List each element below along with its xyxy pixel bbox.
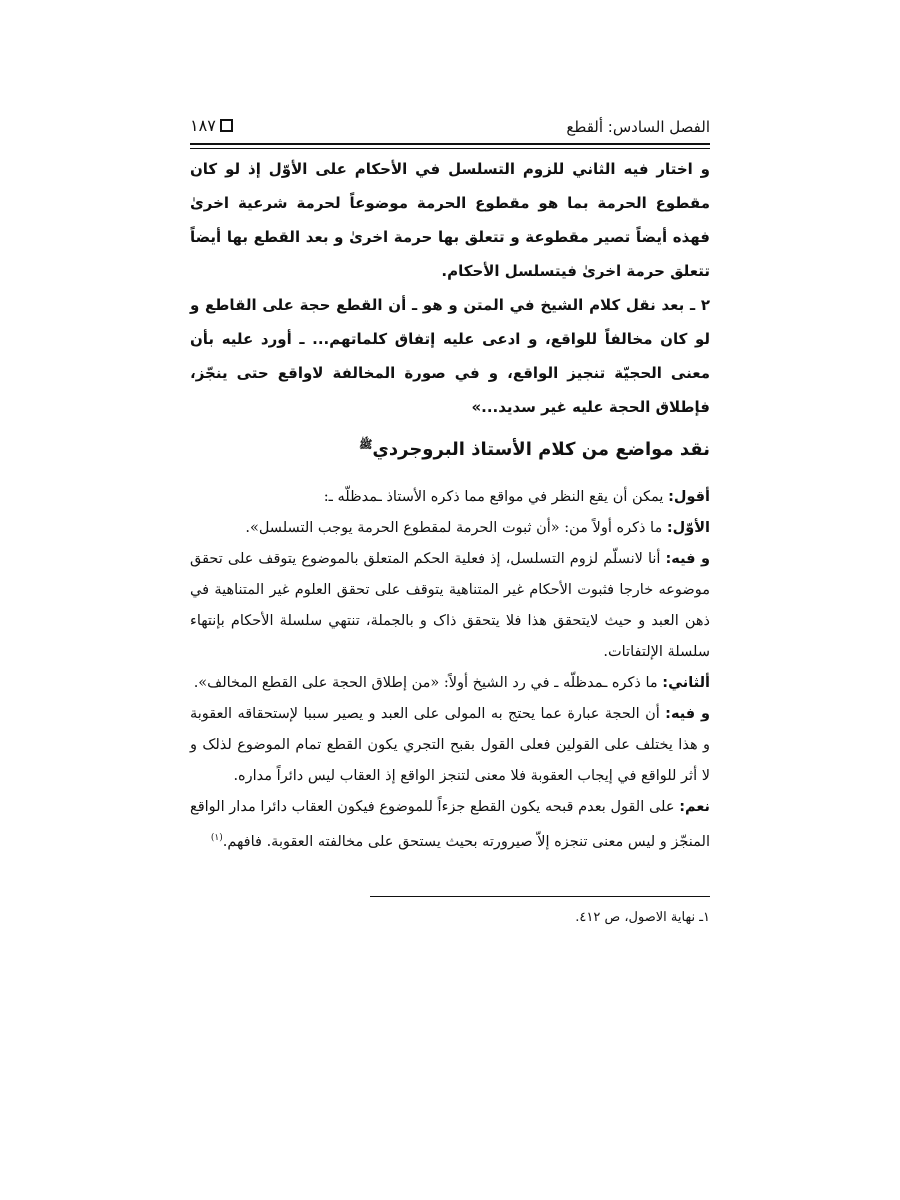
footnote-rule bbox=[370, 896, 710, 897]
text-aqul: يمكن أن يقع النظر في مواقع مما ذكره الأستاذ ـمدظلّه ـ: bbox=[323, 489, 669, 505]
section-two bbox=[190, 482, 710, 858]
text-fihi-one: أنا لانسلّم لزوم التسلسل، إذ فعلية الحكم المتعلق بالموضوع يتوقف على تحقق موضوعه خارجا فثبوت الأحكام غير المتناهية يتوقف على تحقق العلوم غير المتناهية في ذهن العبد و حيث لايتحقق هذا فلا يتحقق ذاک و بالجملة، تنتهي سلسلة الأحكام بإنتهاء سلسلة الإلتفاتات. bbox=[190, 551, 710, 660]
paragraph-second bbox=[190, 668, 710, 699]
paragraph-point-two: ٢ ـ بعد نقل كلام الشيخ في المتن و هو ـ أن القطع حجة على القاطع و لو كان مخالفاً للواقع، و ادعى عليه إتفاق كلماتهم... ـ أورد عليه بأن معنى الحجيّة تنجيز الواقع، و في صورة المخالفة لاواقع حتى ينجّز، فإطلاق الحجة عليه غير سديد...» bbox=[190, 296, 710, 416]
heading-text: نقد مواضع من كلام الأستاذ البروجردي bbox=[372, 439, 710, 460]
label-fihi-one: و فيه: bbox=[665, 551, 710, 567]
paragraph-fihi-one bbox=[190, 544, 710, 668]
square-box-icon bbox=[220, 119, 233, 132]
text-naam: على القول بعدم قبحه يكون القطع جزءاً للموضوع فيكون العقاب دائرا مدار الواقع المنجّز و ليس معنى تنجزه إلاّ صيرورته بحيث يستحق على مخالفته العقوبة. فافهم. bbox=[190, 799, 710, 850]
text-second: ما ذكره ـمدظلّه ـ في رد الشيخ أولاً: «من إطلاق الحجة على القطع المخالف». bbox=[193, 675, 663, 691]
paragraph-aqul bbox=[190, 482, 710, 513]
header-rule bbox=[190, 143, 710, 145]
label-fihi-two: و فيه: bbox=[665, 706, 710, 722]
footnote-ref[interactable]: (١) bbox=[210, 833, 223, 843]
honorific-symbol: ﷺ bbox=[359, 438, 373, 451]
text-fihi-two: أن الحجة عبارة عما يحتج به المولى على العبد و يصير سببا لإستحقاقه العقوبة و هذا يختلف على القولين فعلى القول بقبح التجري يكون القطع تمام الموضوع لذلک و لا أثر للواقع في إيجاب العقوبة فلا معنى لتنجز الواقع إذ العقاب ليس دائراً مداره. bbox=[190, 706, 710, 784]
chapter-title: الفصل السادس: ألقطع bbox=[566, 118, 710, 136]
section-heading bbox=[190, 438, 710, 460]
page-number: ١٨٧ bbox=[190, 116, 216, 135]
section-one bbox=[190, 152, 710, 424]
paragraph-naam bbox=[190, 792, 710, 858]
paragraph-tasalsul: و اختار فيه الثاني للزوم التسلسل في الأحكام على الأوّل إذ لو كان مقطوع الحرمة بما هو مقطوع الحرمة موضوعاً لحرمة شرعية اخرىٰ فهذه أيضاً تصير مقطوعة و تتعلق بها حرمة اخرىٰ و بعد القطع بها أيضاً تتعلق حرمة اخرىٰ فيتسلسل الأحكام. bbox=[190, 160, 710, 280]
label-first: الأوّل: bbox=[666, 520, 710, 536]
label-second: ألثاني: bbox=[662, 675, 710, 691]
paragraph-first bbox=[190, 513, 710, 544]
label-aqul: أقول: bbox=[668, 489, 710, 505]
header-rule-thin bbox=[190, 148, 710, 149]
page-header bbox=[190, 112, 710, 142]
label-naam: نعم: bbox=[679, 799, 710, 815]
footnote: ١ـ نهاية الاصول، ص ٤١٢. bbox=[575, 910, 710, 925]
paragraph-fihi-two bbox=[190, 699, 710, 792]
page-number-block bbox=[190, 116, 233, 135]
text-first: ما ذكره أولاً من: «أن ثبوت الحرمة لمقطوع الحرمة يوجب التسلسل». bbox=[245, 520, 667, 536]
